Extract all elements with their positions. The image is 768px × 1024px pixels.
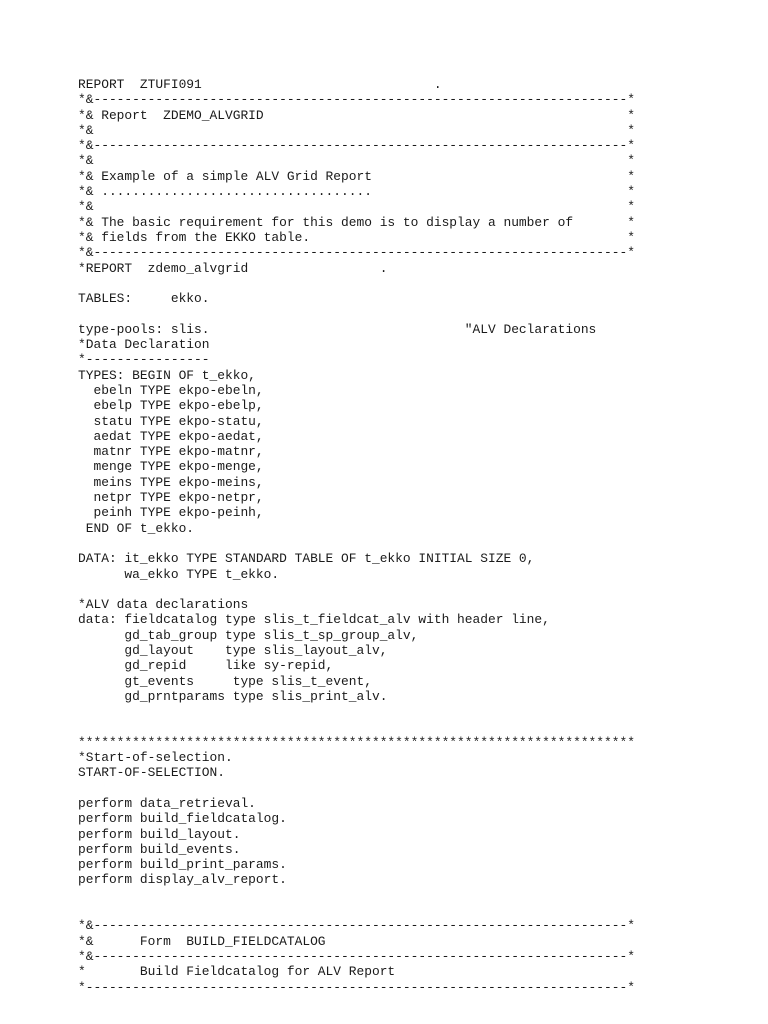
code-line: perform data_retrieval. — [78, 795, 256, 811]
code-line: DATA: it_ekko TYPE STANDARD TABLE OF t_ekko INITIAL SIZE 0, — [78, 551, 535, 567]
code-line — [78, 781, 635, 796]
code-line: gd_layout type slis_layout_alv, — [78, 642, 388, 658]
code-line: *& ................................... * — [78, 184, 635, 200]
code-line: *& Example of a simple ALV Grid Report * — [78, 168, 635, 184]
code-line: *----------------------------------------------------------------------* — [78, 979, 635, 995]
code-line: gd_repid like sy-repid, — [78, 658, 334, 674]
code-line: perform build_layout. — [78, 826, 241, 842]
code-line: perform build_events. — [78, 841, 241, 857]
code-line: *& fields from the EKKO table. * — [78, 229, 635, 245]
code-line: *& Report ZDEMO_ALVGRID * — [78, 107, 635, 123]
code-line — [78, 704, 635, 719]
code-line — [78, 888, 635, 903]
code-line: perform display_alv_report. — [78, 872, 287, 888]
code-line: gd_tab_group type slis_t_sp_group_alv, — [78, 627, 419, 643]
code-line: ************************************************************************ — [78, 734, 635, 750]
code-line: statu TYPE ekpo-statu, — [78, 413, 264, 429]
code-line: *Start-of-selection. — [78, 750, 233, 766]
code-line: *&---------------------------------------------------------------------* — [78, 245, 635, 261]
code-line — [78, 306, 635, 321]
code-line — [78, 276, 635, 291]
code-line: peinh TYPE ekpo-peinh, — [78, 505, 264, 521]
code-line: START-OF-SELECTION. — [78, 765, 225, 781]
code-line: netpr TYPE ekpo-netpr, — [78, 490, 264, 506]
code-line: END OF t_ekko. — [78, 520, 195, 536]
code-line: TABLES: ekko. — [78, 291, 210, 307]
code-line: *ALV data declarations — [78, 597, 249, 613]
code-line: wa_ekko TYPE t_ekko. — [78, 566, 280, 582]
code-line: *REPORT zdemo_alvgrid . — [78, 260, 388, 276]
code-line: ebelp TYPE ekpo-ebelp, — [78, 398, 264, 414]
code-line: *& * — [78, 199, 635, 215]
code-line: menge TYPE ekpo-menge, — [78, 459, 264, 475]
code-line: *& * — [78, 153, 635, 169]
code-line — [78, 903, 635, 918]
code-line: *&---------------------------------------------------------------------* — [78, 948, 635, 964]
code-line: *&---------------------------------------------------------------------* — [78, 92, 635, 108]
code-line: *& The basic requirement for this demo is to display a number of * — [78, 214, 635, 230]
code-line: perform build_fieldcatalog. — [78, 811, 287, 827]
code-line: *& * — [78, 122, 635, 138]
code-line: REPORT ZTUFI091 . — [78, 77, 442, 92]
code-line: type-pools: slis. "ALV Declarations — [78, 321, 597, 337]
code-line: TYPES: BEGIN OF t_ekko, — [78, 367, 256, 383]
code-line — [78, 582, 635, 597]
code-line: ebeln TYPE ekpo-ebeln, — [78, 382, 264, 398]
code-line: *---------------- — [78, 352, 210, 368]
code-line: data: fieldcatalog type slis_t_fieldcat_alv with header line, — [78, 612, 550, 628]
code-line: gd_prntparams type slis_print_alv. — [78, 688, 388, 704]
code-line: *Data Declaration — [78, 337, 210, 353]
code-line: *&---------------------------------------------------------------------* — [78, 918, 635, 934]
abap-source-code — [78, 77, 635, 995]
code-line: aedat TYPE ekpo-aedat, — [78, 428, 264, 444]
code-line: *&---------------------------------------------------------------------* — [78, 138, 635, 154]
code-line: matnr TYPE ekpo-matnr, — [78, 444, 264, 460]
code-line: *& Form BUILD_FIELDCATALOG — [78, 933, 326, 949]
code-line: meins TYPE ekpo-meins, — [78, 474, 264, 490]
code-line — [78, 719, 635, 734]
code-line: * Build Fieldcatalog for ALV Report — [78, 964, 396, 980]
code-line: gt_events type slis_t_event, — [78, 673, 372, 689]
code-line — [78, 536, 635, 551]
code-line: perform build_print_params. — [78, 857, 287, 873]
